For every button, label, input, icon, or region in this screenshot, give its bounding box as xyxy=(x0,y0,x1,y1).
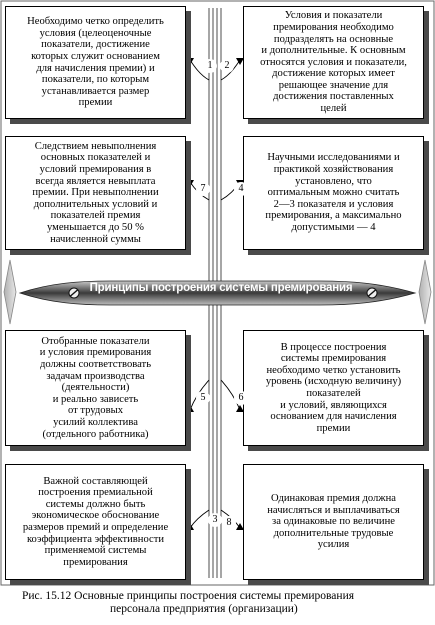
badge-4: 4 xyxy=(234,182,248,196)
caption-line-2: персонала предприятия (организации) xyxy=(110,603,298,615)
principle-text-2: Условия и показатели премирования необходимо подразделять на основные и дополнительные. К основным относятся условия и показатели, достижение которых имеет решающее значение для достижения поставленных целей xyxy=(260,10,407,115)
badge-7: 7 xyxy=(196,182,210,196)
figure-caption xyxy=(22,590,422,616)
principle-box-7 xyxy=(5,136,186,250)
principle-text-7: Следствием невыполнения основных показателей и условий премирования в всегда является невыплата премии. При невыполнении дополнительных условий и показателей премия уменьшается до 50 % начисленной суммы xyxy=(32,140,159,245)
left-bracket-marker xyxy=(4,260,16,324)
principle-text-5: Отобранные показатели и условия премирования должны соответствовать задачам производства (деятельности) и реально зависеть от трудовых усилий коллектива (отдельного работника) xyxy=(39,335,152,440)
principle-box-1 xyxy=(5,6,186,119)
principle-text-3: Важной составляющей построения премиальной системы должно быть экономическое обоснование размеров премий и определение коэффициента эффективности применяемой системы премирования xyxy=(22,475,169,568)
diagram-title: Принципы построения системы премирования xyxy=(89,282,353,294)
banner-bolt-right xyxy=(367,288,377,298)
principle-text-6: В процессе построения системы премирования необходимо четко установить уровень (исходную величину) показателей и условий, являющихся основанием для начисления премии xyxy=(265,341,402,434)
principle-text-4: Научными исследованиями и практикой хозяйствования установлено, что оптимальным можно считать 2—3 показателя и условия премирования, а максимально допустимыми — 4 xyxy=(265,152,402,233)
principle-box-4 xyxy=(243,136,424,250)
caption-line-1: Рис. 15.12 Основные принципы построения системы премирования xyxy=(22,590,355,602)
badge-3: 3 xyxy=(208,513,222,527)
principle-box-2 xyxy=(243,6,424,119)
badge-1: 1 xyxy=(203,59,217,73)
banner-bolt-left xyxy=(69,288,79,298)
principle-box-6 xyxy=(243,330,424,446)
principle-box-3 xyxy=(5,464,186,580)
principle-box-5 xyxy=(5,330,186,446)
principle-text-1: Необходимо четко определить условия (целеоценочные показатели, достижение которых служит основанием для начисления премии) и показатели, по которым устанавливается размер премии xyxy=(27,16,164,109)
principle-box-8 xyxy=(243,464,424,580)
badge-5: 5 xyxy=(196,391,210,405)
badge-2: 2 xyxy=(220,59,234,73)
principle-text-8: Одинаковая премия должна начисляться и выплачиваться за одинаковые по величине дополнительные трудовые усилия xyxy=(267,493,400,551)
badge-6: 6 xyxy=(234,391,248,405)
right-bracket-marker xyxy=(419,260,431,324)
badge-8: 8 xyxy=(222,516,236,530)
